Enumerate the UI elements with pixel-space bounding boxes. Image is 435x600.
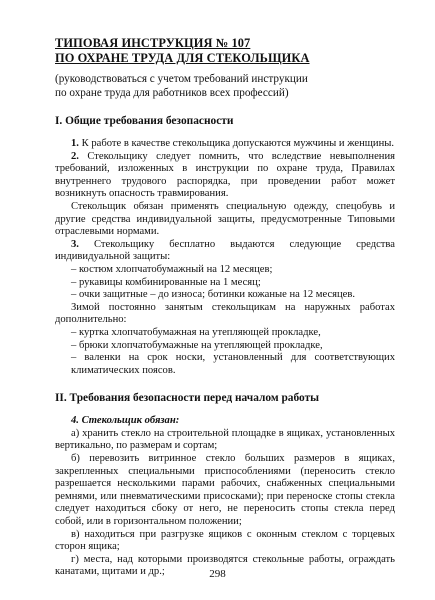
winter-item-trousers: – брюки хлопчатобумажные на утепляющей прокладке,	[71, 339, 323, 351]
document-title-line-2: ПО ОХРАНЕ ТРУДА ДЛЯ СТЕКОЛЬЩИКА	[55, 51, 310, 65]
section-2-heading: II. Требования безопасности перед началом работы	[55, 392, 320, 405]
ppe-item-goggles-boots: – очки защитные – до износа; ботинки кожаные на 12 месяцев.	[71, 289, 356, 301]
paragraph-4-item-b: б) перевозить витринное стекло больших размеров в ящиках, закрепленных специальными приспособлениями (переносить стекло разрешается несколькими парами рабочих, снабженных специальными ремнями, или пневматическими присосками); при переноске стопы стекла следует находиться сбоку от него, не переносить стопы стекла перед собой, или в горизонтальном положении;	[55, 453, 395, 528]
paragraph-2b: Стекольщик обязан применять специальную одежду, спецобувь и другие средства индивидуальной защиты, предусмотренные Типовыми отраслевыми нормами.	[55, 200, 395, 238]
paragraph-2-number: 2.	[71, 150, 79, 162]
winter-item-felt-boots: – валенки на срок носки, установленный для соответствующих климатических поясов.	[71, 352, 395, 376]
ppe-item-mittens: – рукавицы комбинированные на 1 месяц;	[71, 276, 261, 288]
paragraph-1-text: К работе в качестве стекольщика допускаются мужчины и женщины.	[78, 138, 395, 149]
paragraph-3-winter: Зимой постоянно занятым стекольщикам на наружных работах дополнительно:	[55, 301, 395, 326]
document-title-line-1: ТИПОВАЯ ИНСТРУКЦИЯ № 107	[55, 36, 251, 50]
paragraph-2	[55, 151, 395, 201]
document-subtitle-line-1: (руководствоваться с учетом требований инструкции	[55, 73, 308, 85]
section-1-heading: I. Общие требования безопасности	[55, 115, 234, 127]
winter-item-jacket: – куртка хлопчатобумажная на утепляющей прокладке,	[71, 326, 321, 338]
document-subtitle-line-2: по охране труда для работников всех профессий)	[55, 87, 289, 99]
paragraph-2-text: Стекольщику следует помнить, что вследствие невыполнения требований, изложенных в инструкции по охране труда, Правилах внутреннего трудового распорядка, при проведении работ может возникнуть опасность травмирования.	[55, 150, 395, 200]
paragraph-4-heading: 4. Стекольщик обязан:	[71, 415, 180, 427]
page-number: 298	[209, 568, 226, 580]
paragraph-1-number: 1.	[71, 138, 79, 149]
paragraph-4-item-g: г) места, над которыми производятся стекольные работы, ограждать канатами, щитами и др.;	[55, 553, 395, 578]
paragraph-3-text: Стекольщику бесплатно выдаются следующие средства индивидуальной защиты:	[55, 238, 395, 263]
paragraph-1	[55, 138, 395, 151]
paragraph-4-item-v: в) находиться при разгрузке ящиков с оконным стеклом с торцевых сторон ящика;	[55, 528, 395, 553]
ppe-item-suit: – костюм хлопчатобумажный на 12 месяцев;	[71, 263, 273, 275]
paragraph-3	[55, 239, 395, 264]
paragraph-4-item-a: а) хранить стекло на строительной площадке в ящиках, установленных вертикально, по размерам и сортам;	[55, 427, 395, 452]
paragraph-3-number: 3.	[71, 238, 79, 250]
